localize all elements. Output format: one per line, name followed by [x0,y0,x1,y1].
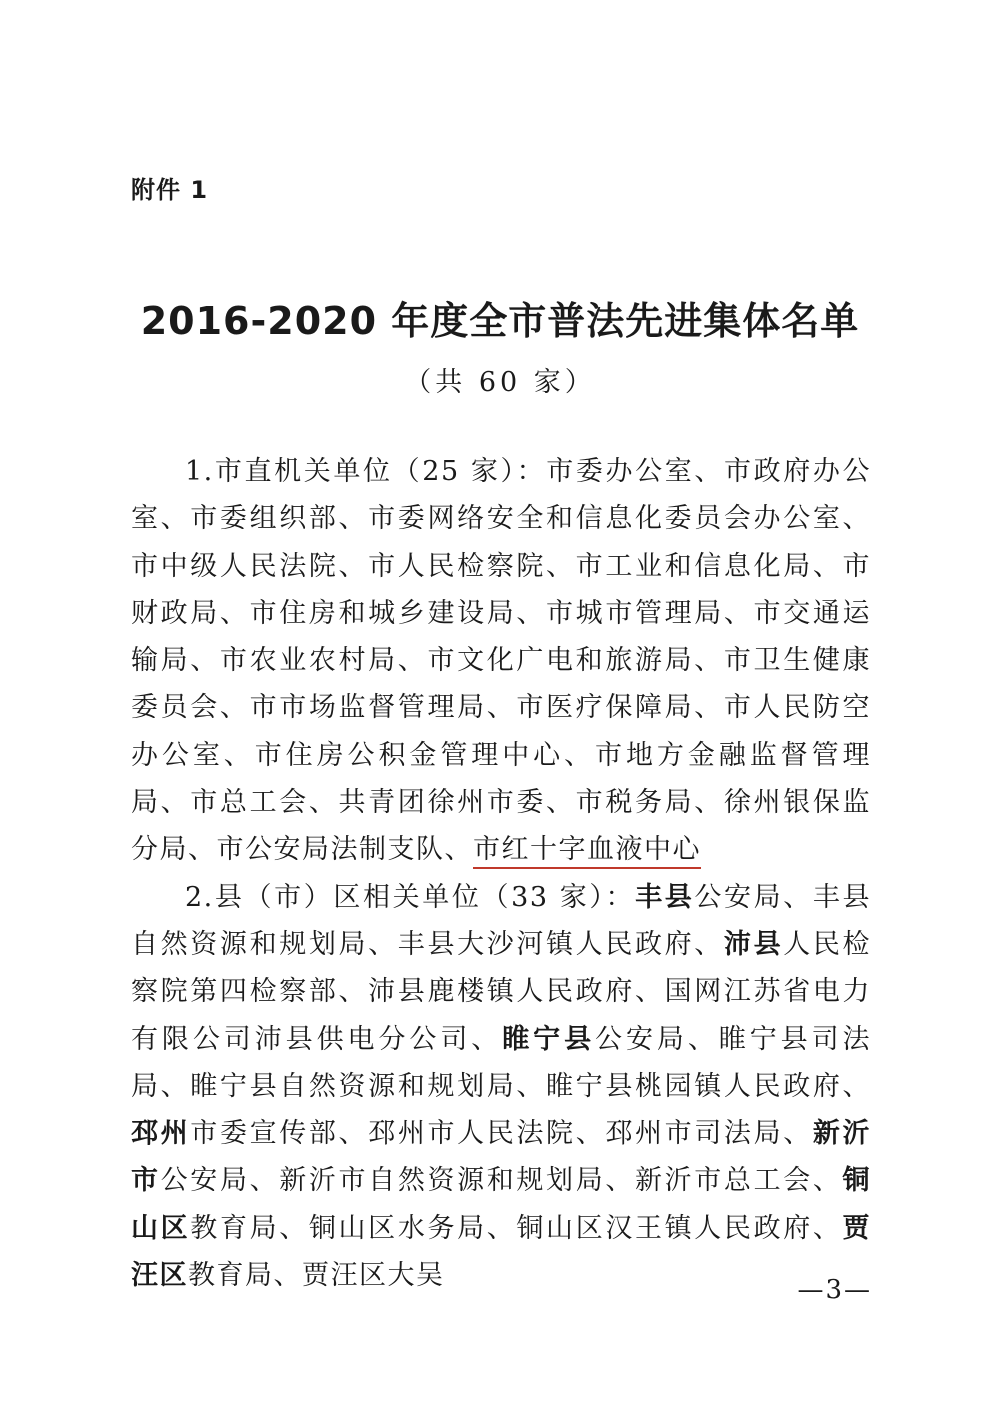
section-2-text: 教育局、铜山区水务局、铜山区汉王镇人民政府、 [190,1212,843,1244]
section-1-paragraph [131,448,871,874]
section-1-text: 市委办公室、市政府办公室、市委组织部、市委网络安全和信息化委员会办公室、市中级人民法院、市人民检察院、市工业和信息化局、市财政局、市住房和城乡建设局、市城市管理局、市交通运输局、市农业农村局、市文化广电和旅游局、市卫生健康委员会、市市场监督管理局、市医疗保障局、市人民防空办公室、市住房公积金管理中心、市地方金融监督管理局、市总工会、共青团徐州市委、市税务局、徐州银保监分局、市公安局法制支队、 [131,456,872,866]
section-1-heading: 1.市直机关单位（25 家）： [185,456,547,487]
section-2-text: 市委宣传部、邳州市人民法院、邳州市司法局、 [190,1118,813,1150]
county-name: 贾汪区 [131,1212,872,1292]
section-2-text: 人民检察院第四检察部、沛县鹿楼镇人民政府、国网江苏省电力有限公司沛县供电分公司、 [131,928,872,1055]
section-2-paragraph [131,874,871,1300]
document-title: 2016-2020 年度全市普法先进集体名单 [140,299,860,343]
attachment-label: 附件 1 [131,176,209,204]
document-body [131,448,871,1299]
page-number: —3— [797,1275,872,1305]
highlighted-item: 市红十字血液中心 [473,834,701,869]
section-2-text: 公安局、丰县自然资源和规划局、丰县大沙河镇人民政府、 [131,881,872,960]
section-2-text: 公安局、新沂市自然资源和规划局、新沂市总工会、 [160,1165,843,1197]
county-name: 新沂市 [131,1118,872,1197]
county-name: 丰县 [635,881,695,913]
county-name: 铜山区 [131,1165,872,1244]
section-2-text: 公安局、睢宁县司法局、睢宁县自然资源和规划局、睢宁县桃园镇人民政府、 [131,1023,872,1102]
county-name: 睢宁县 [502,1023,596,1055]
section-2-heading: 2.县（市）区相关单位（33 家）： [185,881,636,913]
county-name: 邳州 [131,1118,191,1150]
section-2-text: 教育局、贾汪区大吴 [188,1260,445,1292]
county-name: 沛县 [723,928,784,960]
document-subtitle: （共 60 家） [404,367,596,398]
